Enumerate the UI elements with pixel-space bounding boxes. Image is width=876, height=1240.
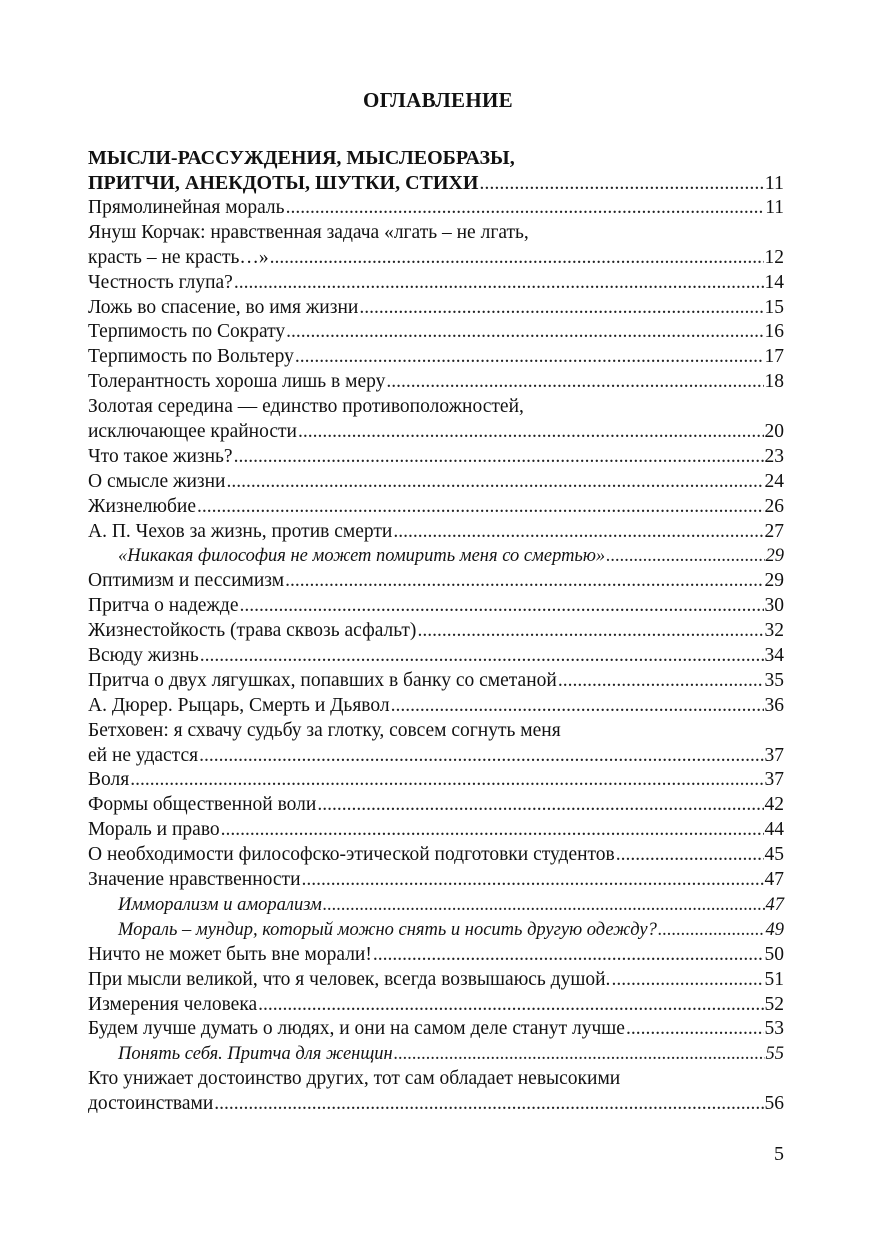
- toc-entry-title: Честность глупа?: [88, 271, 233, 293]
- dot-leader: [302, 868, 764, 893]
- dot-leader: [393, 520, 763, 545]
- toc-subentry[interactable]: [88, 918, 784, 943]
- table-of-contents: [88, 146, 784, 1117]
- toc-entry-title: Имморализм и аморализм: [118, 894, 322, 915]
- toc-entry[interactable]: [88, 520, 784, 545]
- toc-entry[interactable]: [88, 968, 784, 993]
- dot-leader: [317, 793, 763, 818]
- dot-leader: [200, 644, 764, 669]
- toc-page-number: 34: [764, 645, 784, 667]
- toc-page-number: 44: [764, 819, 784, 841]
- dot-leader: [558, 669, 764, 694]
- toc-entry[interactable]: [88, 868, 784, 893]
- toc-page-number: 32: [764, 620, 784, 642]
- toc-entry-title: Ложь во спасение, во имя жизни: [88, 296, 359, 318]
- toc-entry-title: ПРИТЧИ, АНЕКДОТЫ, ШУТКИ, СТИХИ: [88, 172, 479, 194]
- toc-entry-title: Жизнестойкость (трава сквозь асфальт): [88, 620, 417, 642]
- toc-page-number: 47: [764, 869, 784, 891]
- dot-leader: [199, 744, 763, 769]
- toc-entry-title: ей не удастся: [88, 744, 199, 766]
- page-number: 5: [774, 1143, 784, 1165]
- toc-entry-title: О смысле жизни: [88, 470, 226, 492]
- toc-entry-title: МЫСЛИ-РАССУЖДЕНИЯ, МЫСЛЕОБРАЗЫ,: [88, 147, 515, 169]
- toc-entry-title: Что такое жизнь?: [88, 445, 233, 467]
- toc-page-number: 23: [764, 445, 784, 467]
- toc-subentry[interactable]: [88, 1042, 784, 1067]
- toc-entry[interactable]: [88, 1017, 784, 1042]
- toc-entry[interactable]: [88, 470, 784, 495]
- toc-entry-title: Терпимость по Сократу: [88, 321, 286, 343]
- toc-entry-title: Толерантность хороша лишь в меру: [88, 371, 386, 393]
- toc-entry-title: «Никакая философия не может помирить меня со смертью»: [118, 546, 606, 567]
- dot-leader: [234, 445, 764, 470]
- dot-leader: [239, 594, 763, 619]
- toc-page-number: 36: [764, 694, 784, 716]
- toc-entry[interactable]: [88, 669, 784, 694]
- toc-entry-title: достоинствами: [88, 1093, 214, 1115]
- toc-page-number: 51: [764, 968, 784, 990]
- toc-entry-title: Воля: [88, 769, 130, 791]
- toc-page-number: 30: [764, 595, 784, 617]
- toc-entry-title: Жизнелюбие: [88, 495, 197, 517]
- toc-subentry[interactable]: [88, 544, 784, 569]
- dot-leader: [359, 296, 763, 321]
- toc-page-number: 24: [764, 470, 784, 492]
- toc-entry[interactable]: [88, 370, 784, 395]
- toc-page-number: 12: [764, 246, 784, 268]
- toc-entry-title: О необходимости философско-этической подготовки студентов: [88, 844, 615, 866]
- dot-leader: [391, 694, 764, 719]
- toc-entry-title: исключающее крайности: [88, 421, 297, 443]
- toc-entry-title: Измерения человека: [88, 993, 258, 1015]
- dot-leader: [285, 569, 763, 594]
- dot-leader: [323, 893, 765, 918]
- toc-page-number: 17: [764, 346, 784, 368]
- toc-page-number: 27: [764, 520, 784, 542]
- toc-entry[interactable]: [88, 196, 784, 221]
- toc-entry-title: Кто унижает достоинство других, тот сам обладает невысокими: [88, 1068, 621, 1090]
- toc-entry-title: Януш Корчак: нравственная задача «лгать – не лгать,: [88, 221, 529, 243]
- dot-leader: [611, 968, 763, 993]
- dot-leader: [286, 320, 763, 345]
- toc-page-number: 15: [764, 296, 784, 318]
- toc-entry-title: Будем лучше думать о людях, и они на самом деле станут лучше: [88, 1018, 625, 1040]
- toc-entry[interactable]: [88, 445, 784, 470]
- toc-entry-title: Притча о двух лягушках, попавших в банку со сметаной: [88, 669, 557, 691]
- toc-entry[interactable]: [88, 619, 784, 644]
- dot-leader: [298, 420, 764, 445]
- toc-entry[interactable]: [88, 495, 784, 520]
- toc-page-number: 14: [764, 271, 784, 293]
- toc-entry[interactable]: [88, 644, 784, 669]
- toc-entry[interactable]: [88, 793, 784, 818]
- toc-entry-title: Прямолинейная мораль: [88, 197, 285, 218]
- toc-entry[interactable]: [88, 768, 784, 793]
- dot-leader: [214, 1092, 763, 1117]
- toc-page-number: 45: [764, 844, 784, 866]
- toc-entry[interactable]: [88, 271, 784, 296]
- dot-leader: [616, 843, 764, 868]
- toc-page-number: 16: [764, 321, 784, 343]
- toc-entry-title: Мораль и право: [88, 819, 220, 841]
- dot-leader: [234, 271, 764, 296]
- toc-entry[interactable]: [88, 818, 784, 843]
- toc-page-number: 29: [765, 546, 784, 567]
- toc-entry-title: Терпимость по Вольтеру: [88, 346, 294, 368]
- toc-page-number: 35: [764, 669, 784, 691]
- toc-entry[interactable]: [88, 594, 784, 619]
- toc-entry-title: Формы общественной воли: [88, 794, 317, 816]
- dot-leader: [626, 1017, 764, 1042]
- dot-leader: [130, 768, 763, 793]
- toc-entry[interactable]: [88, 943, 784, 968]
- toc-entry-title: При мысли великой, что я человек, всегда возвышаюсь душой.: [88, 968, 611, 990]
- dot-leader: [226, 470, 763, 495]
- dot-leader: [221, 818, 764, 843]
- dot-leader: [286, 196, 765, 221]
- toc-page-number: 55: [765, 1044, 784, 1065]
- toc-page-number: 56: [764, 1093, 784, 1115]
- toc-entry[interactable]: [88, 694, 784, 719]
- toc-entry-title: А. Дюрер. Рыцарь, Смерть и Дьявол: [88, 694, 390, 716]
- toc-entry-title: Понять себя. Притча для женщин: [118, 1044, 393, 1065]
- dot-leader: [373, 943, 764, 968]
- toc-entry[interactable]: [88, 296, 784, 321]
- toc-page-number: 37: [764, 744, 784, 766]
- dot-leader: [386, 370, 763, 395]
- dot-leader: [417, 619, 763, 644]
- toc-page-number: 42: [764, 794, 784, 816]
- toc-entry-title: Значение нравственности: [88, 869, 301, 891]
- page-title: ОГЛАВЛЕНИЕ: [363, 88, 513, 112]
- toc-entry-title: Притча о надежде: [88, 595, 239, 617]
- toc-section[interactable]: [88, 146, 784, 196]
- toc-entry-title: Мораль – мундир, который можно снять и носить другую одежду?: [118, 919, 657, 940]
- toc-page-number: 49: [765, 919, 784, 940]
- toc-page-number: 11: [765, 197, 784, 218]
- dot-leader: [394, 1042, 765, 1067]
- toc-subentry[interactable]: [88, 893, 784, 918]
- toc-entry[interactable]: [88, 395, 784, 445]
- toc-entry-title: Золотая середина — единство противоположностей,: [88, 396, 524, 418]
- toc-entry[interactable]: [88, 320, 784, 345]
- toc-entry-title: Ничто не может быть вне морали!: [88, 943, 372, 965]
- toc-page-number: 18: [764, 371, 784, 393]
- dot-leader: [658, 918, 765, 943]
- toc-entry[interactable]: [88, 1067, 784, 1117]
- toc-entry[interactable]: [88, 993, 784, 1018]
- toc-page-number: 50: [764, 943, 784, 965]
- toc-page-number: 29: [764, 570, 784, 592]
- toc-entry-title: А. П. Чехов за жизнь, против смерти: [88, 520, 393, 542]
- toc-page-number: 47: [765, 894, 784, 915]
- toc-entry[interactable]: [88, 843, 784, 868]
- toc-page-number: 52: [764, 993, 784, 1015]
- dot-leader: [295, 345, 764, 370]
- toc-entry-title: Бетховен: я схвачу судьбу за глотку, совсем согнуть меня: [88, 719, 561, 741]
- toc-page-number: 11: [764, 172, 784, 194]
- toc-entry-title: Оптимизм и пессимизм: [88, 570, 285, 592]
- toc-entry[interactable]: [88, 345, 784, 370]
- toc-page-number: 53: [764, 1018, 784, 1040]
- toc-entry-title: Всюду жизнь: [88, 645, 199, 667]
- toc-page-number: 20: [764, 421, 784, 443]
- toc-entry[interactable]: [88, 719, 784, 769]
- dot-leader: [197, 495, 763, 520]
- toc-entry[interactable]: [88, 221, 784, 271]
- toc-page-number: 26: [764, 495, 784, 517]
- toc-page-number: 37: [764, 769, 784, 791]
- dot-leader: [270, 246, 764, 271]
- toc-entry[interactable]: [88, 569, 784, 594]
- toc-entry-title: красть – не красть…»: [88, 246, 269, 268]
- dot-leader: [479, 171, 763, 196]
- dot-leader: [258, 993, 763, 1018]
- dot-leader: [606, 544, 764, 569]
